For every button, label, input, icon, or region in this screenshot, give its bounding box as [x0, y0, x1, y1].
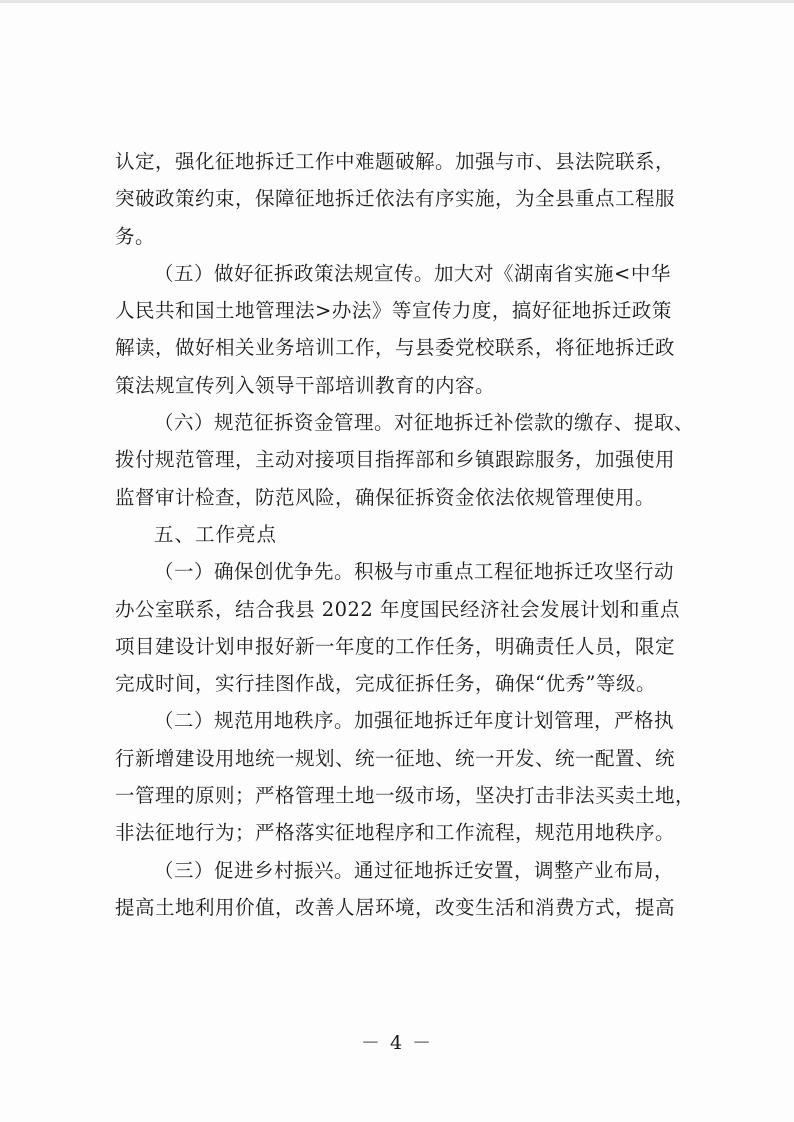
text-line: 提高土地利用价值，改善人居环境，改变生活和消费方式，提高 — [115, 895, 676, 919]
page-number: － 4 － — [360, 1032, 434, 1054]
paragraph-start: （二）规范用地秩序。加强征地拆迁年度计划管理，严格执 — [154, 709, 675, 733]
text-line: 一管理的原则；严格管理土地一级市场，坚决打击非法买卖土地， — [115, 784, 696, 808]
text-line: 突破政策约束，保障征地拆迁依法有序实施，为全县重点工程服 — [115, 187, 676, 211]
paragraph-start: （六）规范征拆资金管理。对征地拆迁补偿款的缴存、提取、 — [154, 411, 695, 435]
text-line: 项目建设计划申报好新一年度的工作任务，明确责任人员，限定 — [115, 634, 676, 658]
scan-edge — [0, 0, 794, 3]
text-line: 非法征地行为；严格落实征地程序和工作流程，规范用地秩序。 — [115, 821, 676, 845]
paragraph-start: （五）做好征拆政策法规宣传。加大对《湖南省实施<中华 — [154, 261, 671, 285]
text-line: 完成时间，实行挂图作战，完成征拆任务，确保“优秀”等级。 — [115, 672, 656, 696]
section-heading: 五、工作亮点 — [154, 522, 278, 546]
text-line: 策法规宣传列入领导干部培训教育的内容。 — [115, 373, 496, 397]
text-line: 人民共和国土地管理法>办法》等宣传力度，搞好征地拆迁政策 — [115, 299, 672, 323]
text-line: 务。 — [115, 224, 156, 248]
text-line: 办公室联系，结合我县 2022 年度国民经济社会发展计划和重点 — [115, 597, 681, 621]
text-line: 监督审计检查，防范风险，确保征拆资金依法依规管理使用。 — [115, 485, 656, 509]
text-line: 解读，做好相关业务培训工作，与县委党校联系，将征地拆迁政 — [115, 336, 676, 360]
paragraph-start: （一）确保创优争先。积极与市重点工程征地拆迁攻坚行动 — [154, 560, 675, 584]
text-line: 行新增建设用地统一规划、统一征地、统一开发、统一配置、统 — [115, 746, 676, 770]
document-body — [115, 143, 705, 926]
text-line: 拨付规范管理，主动对接项目指挥部和乡镇跟踪服务，加强使用 — [115, 448, 676, 472]
text-line: 认定，强化征地拆迁工作中难题破解。加强与市、县法院联系， — [115, 150, 676, 173]
paragraph-start: （三）促进乡村振兴。通过征地拆迁安置，调整产业布局， — [154, 858, 675, 882]
